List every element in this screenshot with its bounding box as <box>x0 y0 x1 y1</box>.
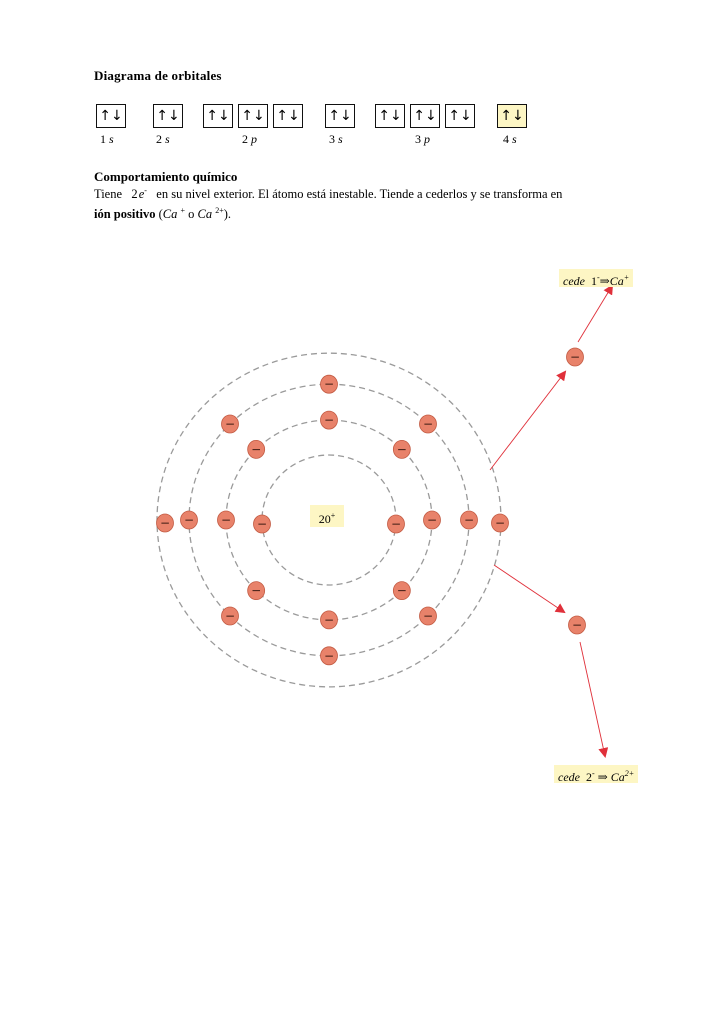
positive-ion-text: ión positivo <box>94 207 156 222</box>
electron-shell-3-5 <box>181 511 198 529</box>
ionization-arrow-2a <box>494 565 564 612</box>
orbital-box-1s: ↑↓ <box>96 104 126 128</box>
electron-shell-2-7 <box>321 611 338 629</box>
orbital-label-1s: 1 s <box>100 132 114 146</box>
behavior-post: en su nivel exterior. El átomo está inestable. Tiende a cederlos y se transforma en <box>156 187 563 202</box>
nucleus-sign: + <box>330 511 336 520</box>
nucleus <box>310 505 344 527</box>
ion-2: Ca <box>197 207 213 222</box>
orbital-box-4s: ↑↓ <box>497 104 527 128</box>
ion-2-charge: 2+ <box>215 206 224 215</box>
electron-symbol: e <box>138 187 145 202</box>
electron-shell-3-1 <box>461 511 478 529</box>
electron-count: 2 <box>131 187 138 202</box>
orbital-box-2p-2: ↑↓ <box>238 104 268 128</box>
conjunction: o <box>188 207 195 222</box>
behavior-pre: Tiene <box>94 187 123 202</box>
orbital-box-3p-1: ↑↓ <box>375 104 405 128</box>
svg-text:−: − <box>183 513 195 527</box>
svg-text:−: − <box>323 413 335 428</box>
electron-shell-3-7 <box>321 647 338 665</box>
paren-open: ( <box>158 207 163 222</box>
page-title: Diagrama de orbitales <box>94 68 222 83</box>
svg-text:−: − <box>256 517 268 531</box>
svg-text:−: − <box>390 517 402 531</box>
orbital-box-2p-1: ↑↓ <box>203 104 233 128</box>
electron-shell-2-6 <box>248 582 265 600</box>
callout-second-ionization: cede 2- ⇒ $Ca^{2+}$ <box>554 765 638 783</box>
section-heading: Comportamiento químico <box>94 169 238 184</box>
electron-shell-2-8 <box>393 582 410 600</box>
electron-shell-1-a <box>254 515 271 533</box>
svg-text:−: − <box>251 442 262 457</box>
ionization-arrow-1b <box>578 286 612 342</box>
callout-first-ionization: cede 1-⇒Ca+ <box>559 269 633 287</box>
svg-text:−: − <box>494 516 506 530</box>
svg-text:−: − <box>224 609 236 624</box>
svg-text:−: − <box>422 416 434 431</box>
paren-close: ). <box>223 207 232 222</box>
nucleus-charge: 20 <box>318 512 331 526</box>
orbital-box-2p-3: ↑↓ <box>273 104 303 128</box>
ejected-electron-1 <box>567 348 584 366</box>
svg-text:−: − <box>571 618 583 632</box>
svg-text:−: − <box>323 612 335 627</box>
electron-shell-3-4 <box>222 415 239 433</box>
svg-text:−: − <box>251 583 262 598</box>
electron-shell-2-5 <box>218 511 235 529</box>
electron-shell-1-b <box>388 515 405 533</box>
orbital-label-2p: 2 p <box>242 132 257 146</box>
electron-shell-2-4 <box>248 440 265 458</box>
orbital-label-3p: 3 p <box>415 132 430 146</box>
svg-text:−: − <box>422 609 434 624</box>
electron-shell-2-2 <box>393 440 410 458</box>
orbital-label-2s: 2 s <box>156 132 170 146</box>
orbital-box-3p-3: ↑↓ <box>445 104 475 128</box>
electron-shell-3-2 <box>419 415 436 433</box>
svg-text:−: − <box>224 416 236 431</box>
electron-shell-2-1 <box>424 511 441 529</box>
orbital-box-2s: ↑↓ <box>153 104 183 128</box>
electron-shell-3-6 <box>222 607 239 625</box>
ion-1-charge: + <box>180 206 186 215</box>
ionization-arrow-1a <box>490 372 565 470</box>
svg-text:−: − <box>569 350 581 364</box>
orbital-label-3s: 3 s <box>329 132 343 146</box>
svg-text:−: − <box>396 583 407 598</box>
ion-1: Ca <box>162 207 178 222</box>
svg-text:−: − <box>323 377 335 392</box>
orbital-box-3s: ↑↓ <box>325 104 355 128</box>
svg-text:−: − <box>396 442 407 457</box>
orbital-box-3p-2: ↑↓ <box>410 104 440 128</box>
svg-text:−: − <box>220 513 232 527</box>
electron-shell-4-a <box>157 514 174 532</box>
electron-shell-3-3 <box>321 375 338 393</box>
svg-text:−: − <box>426 513 438 527</box>
electron-shell-2-3 <box>321 411 338 429</box>
svg-text:−: − <box>159 516 171 530</box>
svg-text:−: − <box>323 648 335 663</box>
ejected-electron-2 <box>569 616 586 634</box>
electron-shell-3-8 <box>419 607 436 625</box>
ionization-arrow-2b <box>580 642 605 756</box>
electron-charge: - <box>144 186 147 195</box>
electron-shell-4-b <box>492 514 509 532</box>
svg-text:−: − <box>463 513 475 527</box>
orbital-label-4s: 4 s <box>503 132 517 146</box>
